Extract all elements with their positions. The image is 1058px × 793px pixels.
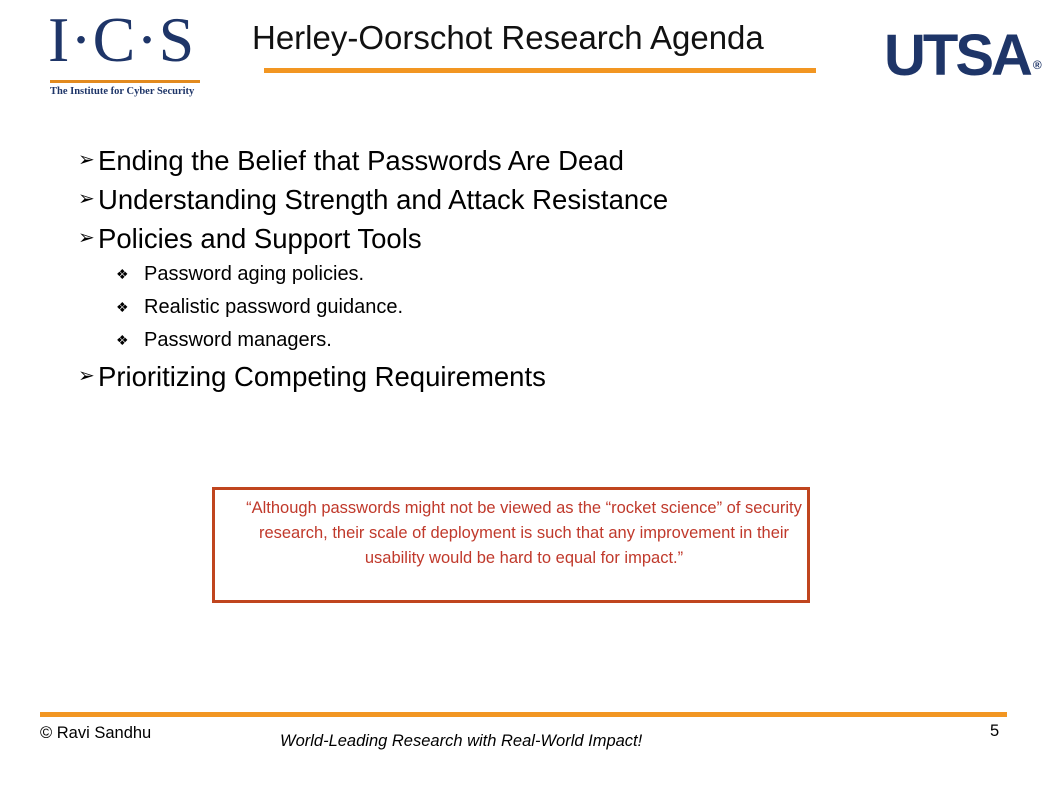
- footer-rule: [40, 712, 1007, 717]
- sub-bullet-item: [66, 258, 966, 291]
- bullet-text: Understanding Strength and Attack Resistance: [98, 184, 669, 215]
- utsa-logo-text: UTSA: [884, 23, 1030, 88]
- bullet-text: Ending the Belief that Passwords Are Dead: [98, 145, 624, 176]
- sub-bullet-text: Realistic password guidance.: [144, 296, 404, 318]
- diamond-bullet-icon: ❖: [116, 299, 129, 315]
- arrow-bullet-icon: ➢: [78, 149, 95, 171]
- bullet-item: [66, 357, 966, 396]
- bullet-text: Prioritizing Competing Requirements: [98, 361, 546, 392]
- bullet-item: [66, 219, 966, 258]
- bullet-item: [66, 141, 966, 180]
- arrow-bullet-icon: ➢: [78, 365, 95, 387]
- footer-tagline: World-Leading Research with Real-World Impact!: [280, 732, 643, 750]
- diamond-bullet-icon: ❖: [116, 266, 129, 282]
- utsa-logo: [884, 23, 1042, 95]
- bullet-item: [66, 180, 966, 219]
- ics-logo-rule: [50, 80, 200, 83]
- page-number: 5: [990, 722, 1000, 740]
- slide-title: Herley-Oorschot Research Agenda: [252, 19, 764, 56]
- sub-bullet-item: [66, 291, 966, 324]
- diamond-bullet-icon: ❖: [116, 332, 129, 348]
- arrow-bullet-icon: ➢: [78, 227, 95, 249]
- copyright-text: © Ravi Sandhu: [40, 724, 152, 742]
- quote-box: [212, 487, 810, 603]
- registered-mark: ®: [1032, 58, 1042, 72]
- sub-bullet-text: Password aging policies.: [144, 263, 365, 285]
- arrow-bullet-icon: ➢: [78, 188, 95, 210]
- sub-bullet-text: Password managers.: [144, 329, 332, 351]
- ics-logo: [48, 4, 204, 97]
- ics-logo-tagline: The Institute for Cyber Security: [50, 86, 195, 97]
- bullet-list: [66, 141, 966, 396]
- bullet-text: Policies and Support Tools: [98, 223, 422, 254]
- ics-logo-letters: I·C·S: [48, 4, 196, 75]
- quote-text: “Although passwords might not be viewed as the “rocket science” of security research, their scale of deployment is such that any improvement in their usability would be hard to equal for impact.”: [246, 499, 802, 567]
- sub-bullet-item: [66, 324, 966, 357]
- title-underline: [264, 68, 816, 73]
